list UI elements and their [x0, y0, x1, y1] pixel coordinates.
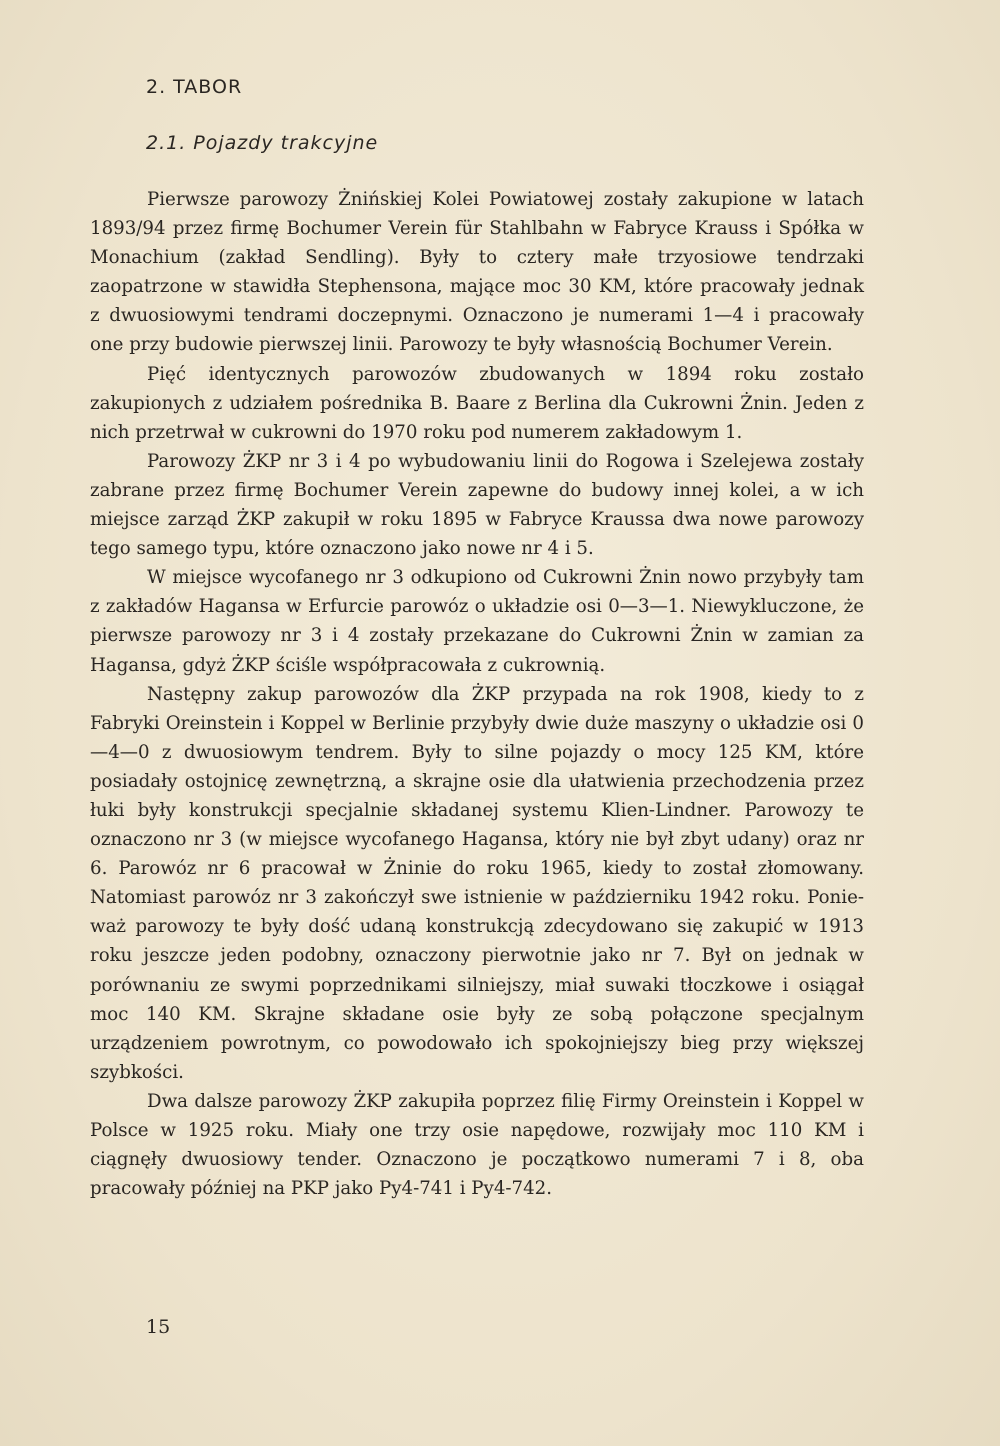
paragraph-4: W miejsce wycofanego nr 3 odkupiono od Cukrowni Żnin nowo przybyły tam z zakładów Hagansa w Erfurcie parowóz o układzie osi 0—3—1. Niewykluczone, że pierwsze parowozy nr 3 i 4 zostały przekazane do Cukrowni Żnin w zamian za Hagansa, gdyż ŻKP ściśle współpracowała z cukrownią.: [90, 567, 864, 676]
section-heading: 2.1. Pojazdy trakcyjne: [146, 132, 379, 154]
page-number: 15: [146, 1316, 171, 1338]
paragraph-6: Dwa dalsze parowozy ŻKP zakupiła poprzez filię Firmy Oreinstein i Koppel w Polsce w 1925 roku. Miały one trzy osie napędowe, rozwijały moc 110 KM i ciągnęły dwuosiowy tender. Oznaczono je początkowo numerami 7 i 8, oba pracowały później na PKP jako Py4-741 i Py4-742.: [90, 1090, 864, 1200]
chapter-heading: 2. TABOR: [146, 76, 243, 98]
body-text: [90, 185, 864, 1203]
paragraph-2: Pięć identycznych parowozów zbudowanych w 1894 roku zostało zakupionych z udziałem pośrednika B. Baare z Berlina dla Cukrowni Żnin. Jeden z nich przetrwał w cukrowni do 1970 roku pod numerem zakładowym 1.: [90, 363, 864, 443]
paragraph-3: Parowozy ŻKP nr 3 i 4 po wybudowaniu linii do Rogowa i Szelejewa zostały zabrane przez firmę Bochumer Verein zapewne do budowy innej kolei, a w ich miejsce zarząd ŻKP zakupił w roku 1895 w Fabryce Kraussa dwa nowe parowozy tego samego typu, które oznaczono jako nowe nr 4 i 5.: [90, 450, 864, 560]
paragraph-1: Pierwsze parowozy Żnińskiej Kolei Powiatowej zostały zakupione w latach 1893/94 przez firmę Bochumer Verein für Stahlbahn w Fabryce Krauss i Spółka w Monachium (zakład Sendling). Były to cztery małe trzyosiowe tendrzaki zaopatrzone w stawidła Stephensona, mające moc 30 KM, które pracowały jednak z dwuosiowymi tendrami doczepnymi. Oznaczono je numerami 1—4 i pracowały one przy budowie pierwszej linii. Parowozy te były własnością Bochumer Verein.: [90, 189, 864, 356]
paragraph-5: Następny zakup parowozów dla ŻKP przypada na rok 1908, kiedy to z Fabryki Oreinstein i Koppel w Berlinie przybyły dwie duże maszyny o układzie osi 0—4—0 z dwuosiowym tendrem. Były to silne pojazdy o mocy 125 KM, które posiadały ostojnicę zewnętrzną, a skrajne osie dla ułatwienia przechodzenia przez łuki były konstrukcji specjalnie składanej systemu Klien-Lindner. Parowozy te oznaczono nr 3 (w miejsce wycofanego Hagansa, który nie był zbyt udany) oraz nr 6. Parowóz nr 6 pracował w Żninie do roku 1965, kiedy to został złomowany. Natomiast parowóz nr 3 zakończył swe istnienie w październiku 1942 roku. Ponieważ parowozy te były dość udaną konstrukcją zdecydowano się zakupić w 1913 roku jeszcze jeden podobny, oznaczony pierwotnie jako nr 7. Był on jednak w porównaniu ze swymi poprzednikami silniejszy, miał suwaki tłoczkowe i osiągał moc 140 KM. Skrajne składane osie były ze sobą połączone specjalnym urządzeniem powrotnym, co powodowało ich spokojniejszy bieg przy większej szybkości.: [90, 683, 864, 1083]
